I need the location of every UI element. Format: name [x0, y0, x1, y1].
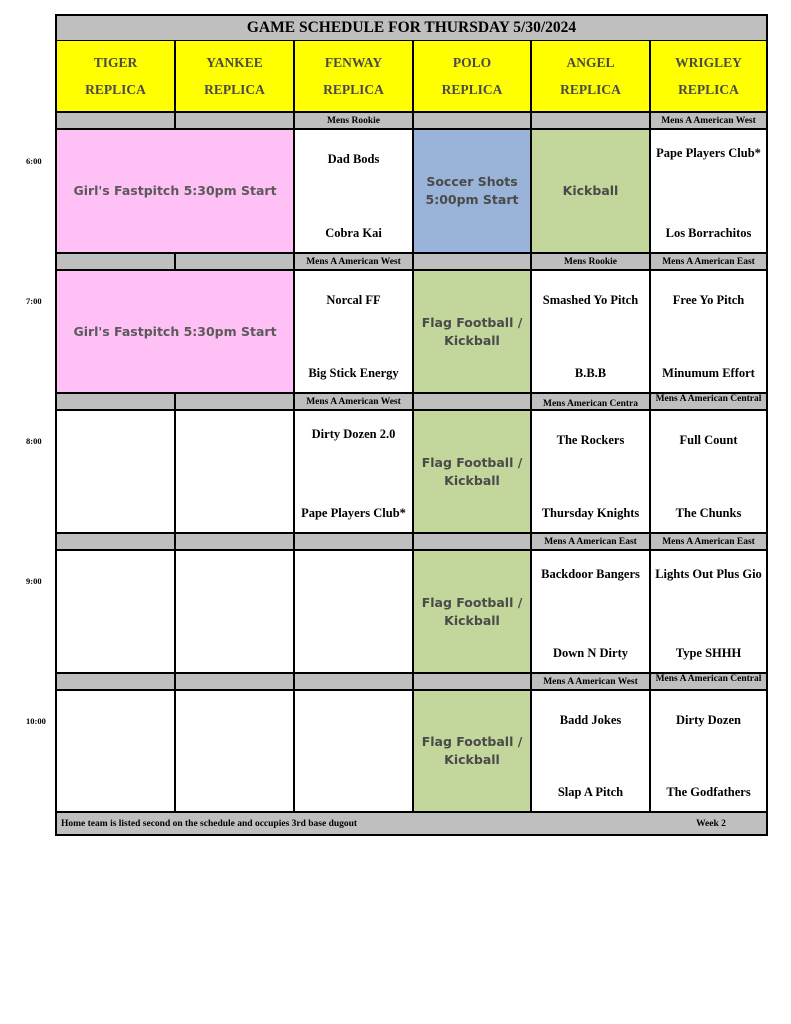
away-team: Dirty Dozen [676, 713, 741, 727]
event-flag-football: Flag Football / Kickball [414, 691, 530, 811]
away-team: The Rockers [556, 433, 625, 447]
empty-slot [295, 551, 412, 672]
division-label: Mens A American Central [651, 394, 766, 409]
field-sub: REPLICA [323, 82, 384, 97]
week-label: Week 2 [696, 818, 726, 829]
field-name: FENWAY [324, 55, 383, 70]
game-fenway-8 [295, 411, 412, 532]
time-label-10: 10:00 [26, 716, 46, 726]
home-team: Cobra Kai [325, 226, 382, 240]
empty-slot [57, 411, 174, 532]
footer-note: Home team is listed second on the schedule and occupies 3rd base dugout [61, 818, 358, 829]
division-label: Mens A American East [651, 534, 766, 549]
division-label: Mens Rookie [532, 254, 649, 269]
away-team: Free Yo Pitch [672, 293, 745, 307]
time-label-9: 9:00 [26, 576, 42, 586]
home-team: The Godfathers [666, 785, 751, 799]
away-team: Lights Out Plus Gio [655, 567, 762, 581]
home-team: Down N Dirty [553, 646, 628, 660]
field-name: YANKEE [206, 55, 263, 70]
division-label [414, 674, 530, 689]
schedule-table [55, 14, 768, 836]
empty-slot [57, 551, 174, 672]
away-team: Backdoor Bangers [541, 567, 640, 581]
home-team: Minumum Effort [662, 366, 755, 380]
division-label [176, 674, 293, 689]
event-girls-fastpitch: Girl's Fastpitch 5:30pm Start [57, 130, 293, 252]
empty-slot [176, 551, 293, 672]
field-header-tiger [57, 41, 174, 111]
division-label: Mens A American East [651, 254, 766, 269]
field-sub: REPLICA [85, 82, 146, 97]
division-label [532, 113, 649, 128]
away-team: Smashed Yo Pitch [542, 293, 639, 307]
division-label [176, 534, 293, 549]
field-header-polo [414, 41, 530, 111]
division-label [414, 534, 530, 549]
division-label: Mens A American West [295, 254, 412, 269]
schedule-footer [57, 813, 766, 834]
game-wrigley-8 [651, 411, 766, 532]
game-fenway-7 [295, 271, 412, 392]
division-label [414, 113, 530, 128]
event-soccer-shots: Soccer Shots 5:00pm Start [414, 130, 530, 252]
division-label: Mens A American West [532, 674, 649, 689]
away-team: Dirty Dozen 2.0 [311, 427, 396, 441]
division-label [57, 254, 174, 269]
field-name: WRIGLEY [675, 55, 742, 70]
event-flag-football: Flag Football / Kickball [414, 551, 530, 672]
division-label [57, 674, 174, 689]
event-kickball: Kickball [532, 130, 649, 252]
home-team: Los Borrachitos [665, 226, 752, 240]
field-sub: REPLICA [204, 82, 265, 97]
empty-slot [176, 691, 293, 811]
home-team: Pape Players Club* [301, 506, 406, 520]
game-wrigley-10 [651, 691, 766, 811]
home-team: Type SHHH [675, 646, 742, 660]
empty-slot [57, 691, 174, 811]
field-name: ANGEL [566, 55, 615, 70]
game-wrigley-9 [651, 551, 766, 672]
event-girls-fastpitch: Girl's Fastpitch 5:30pm Start [57, 271, 293, 392]
empty-slot [295, 691, 412, 811]
home-team: Slap A Pitch [557, 785, 624, 799]
division-label [176, 254, 293, 269]
home-team: Big Stick Energy [308, 366, 399, 380]
field-name: POLO [452, 55, 492, 70]
field-name: TIGER [93, 55, 138, 70]
division-label [176, 113, 293, 128]
division-label [295, 674, 412, 689]
division-label: Mens A American Central [651, 674, 766, 689]
field-sub: REPLICA [560, 82, 621, 97]
game-angel-10 [532, 691, 649, 811]
game-wrigley-6 [651, 130, 766, 252]
game-fenway-6 [295, 130, 412, 252]
division-label [414, 254, 530, 269]
division-label [414, 394, 530, 409]
division-label: Mens Rookie [295, 113, 412, 128]
time-label-6: 6:00 [26, 156, 42, 166]
event-flag-football: Flag Football / Kickball [414, 411, 530, 532]
game-angel-9 [532, 551, 649, 672]
field-sub: REPLICA [441, 82, 503, 97]
time-label-7: 7:00 [26, 296, 42, 306]
away-team: Dad Bods [327, 152, 380, 166]
away-team: Pape Players Club* [656, 146, 761, 160]
event-flag-football: Flag Football / Kickball [414, 271, 530, 392]
field-sub: REPLICA [678, 82, 739, 97]
time-label-8: 8:00 [26, 436, 42, 446]
division-label: Mens A American West [651, 113, 766, 128]
schedule-title: GAME SCHEDULE FOR THURSDAY 5/30/2024 [57, 16, 766, 40]
division-label [57, 113, 174, 128]
division-label [57, 534, 174, 549]
field-header-wrigley [651, 41, 766, 111]
division-label [57, 394, 174, 409]
away-team: Norcal FF [326, 293, 381, 307]
home-team: The Chunks [675, 506, 742, 520]
empty-slot [176, 411, 293, 532]
game-angel-8 [532, 411, 649, 532]
division-label: Mens A American East [532, 534, 649, 549]
field-header-fenway [295, 41, 412, 111]
home-team: B.B.B [574, 366, 607, 380]
division-label [295, 534, 412, 549]
away-team: Badd Jokes [559, 713, 622, 727]
field-header-yankee [176, 41, 293, 111]
division-label: Mens American Centra [532, 394, 649, 409]
game-angel-7 [532, 271, 649, 392]
division-label [176, 394, 293, 409]
away-team: Full Count [679, 433, 738, 447]
field-header-angel [532, 41, 649, 111]
division-label: Mens A American West [295, 394, 412, 409]
game-wrigley-7 [651, 271, 766, 392]
home-team: Thursday Knights [541, 506, 640, 520]
